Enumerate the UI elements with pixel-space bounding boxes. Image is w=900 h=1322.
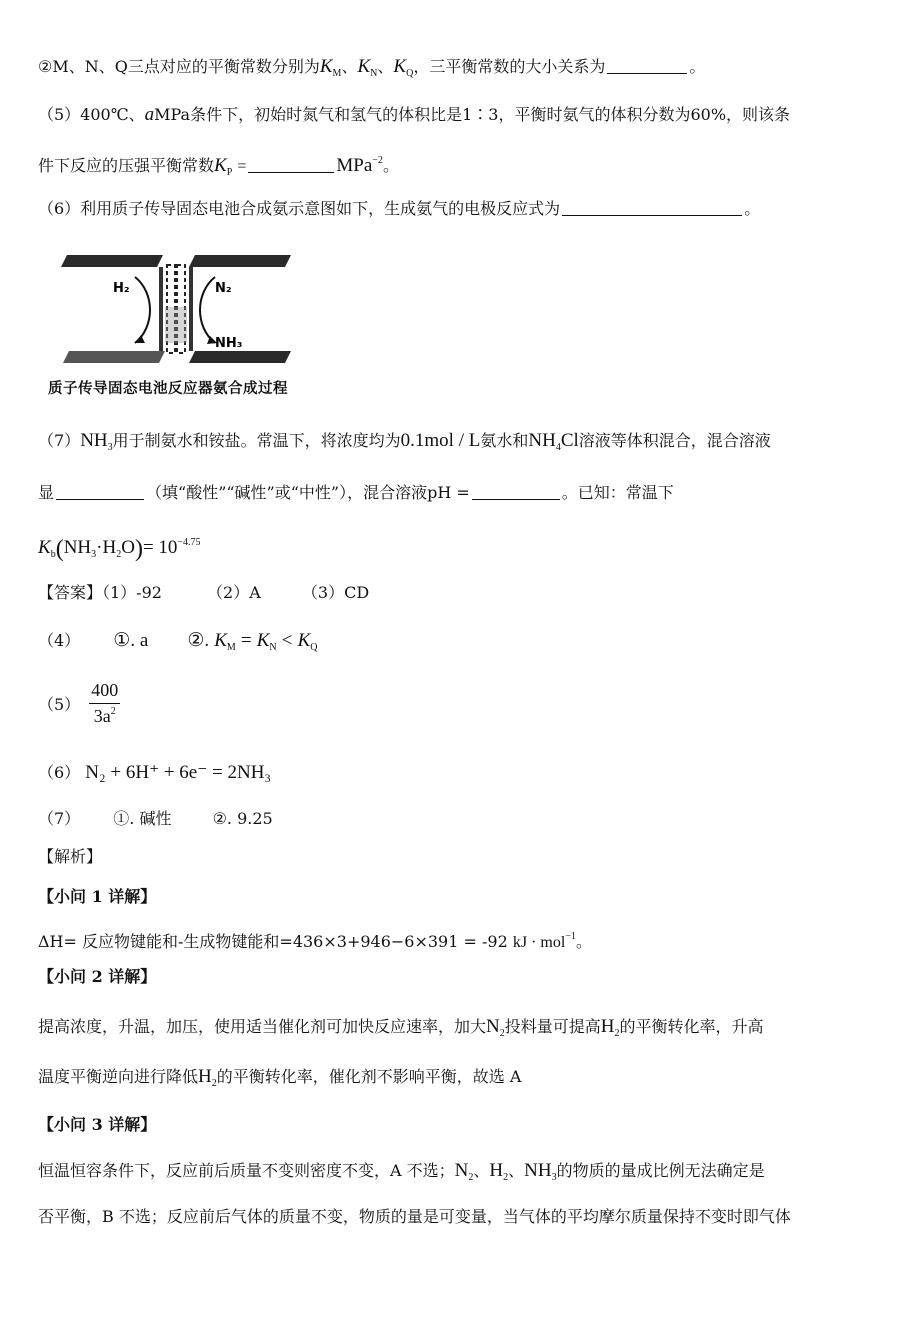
sub: 3 bbox=[91, 549, 97, 560]
sep: 、 bbox=[377, 57, 394, 76]
s2-text4: 温度平衡逆向进行降低 bbox=[38, 1067, 199, 1086]
answer-line6 bbox=[38, 762, 271, 784]
s3-text: 恒温恒容条件下，反应前后质量不变则密度不变，A 不选； bbox=[38, 1161, 455, 1180]
s3-line1 bbox=[38, 1160, 765, 1189]
q6-line bbox=[38, 198, 760, 220]
q7-text5: （填“酸性”“碱性”或“中性”），混合溶液pH = bbox=[146, 483, 470, 502]
kb-line bbox=[38, 532, 201, 566]
answer-5-label: （5） bbox=[38, 695, 81, 714]
kb-symbol: K bbox=[38, 537, 51, 558]
sub: 3 bbox=[551, 1172, 557, 1183]
sub: 2 bbox=[211, 1078, 217, 1089]
period: 。 bbox=[744, 199, 761, 218]
kn-symbol: K bbox=[357, 56, 371, 77]
s3-text2: 的物质的量成比例无法确定是 bbox=[556, 1161, 765, 1180]
q7-text6: 。已知：常温下 bbox=[561, 483, 674, 502]
sep: 、 bbox=[473, 1161, 490, 1180]
nh3-formula: NH bbox=[524, 1160, 552, 1181]
nh3-label: NH₃ bbox=[215, 336, 243, 351]
sep: 、 bbox=[341, 57, 358, 76]
numerator: 400 bbox=[89, 680, 120, 704]
q7-label: （7） bbox=[38, 431, 81, 450]
s3-line2: 否平衡，B 不选；反应前后气体的质量不变，物质的量是可变量，当气体的平均摩尔质量保持不变时即气体 bbox=[38, 1207, 791, 1226]
kq-sub: Q bbox=[406, 68, 414, 79]
sub: 2 bbox=[614, 1028, 620, 1039]
period: 。 bbox=[575, 932, 592, 951]
nh3-formula: NH bbox=[80, 430, 108, 451]
q4-text: ②M、N、Q三点对应的平衡常数分别为 bbox=[38, 57, 320, 76]
k-symbol: K bbox=[297, 630, 311, 651]
answer-3: （3）CD bbox=[301, 583, 370, 602]
sub: 2 bbox=[503, 1172, 509, 1183]
nh4cl-formula: NH bbox=[528, 430, 556, 451]
q5-text3: 件下反应的压强平衡常数 bbox=[38, 156, 215, 175]
sub: 2 bbox=[468, 1172, 474, 1183]
answer-6-expr: N₂ + 6H⁺ + 6e⁻ = 2NH₃ bbox=[85, 762, 272, 783]
q5-text: （5）400℃、 bbox=[38, 105, 145, 124]
q5-line2 bbox=[38, 150, 399, 184]
s2-text5: 的平衡转化率，催化剂不影响平衡，故选 A bbox=[216, 1067, 522, 1086]
q7-text3: 溶液等体积混合，混合溶液 bbox=[578, 431, 771, 450]
k-symbol: K bbox=[214, 630, 227, 651]
answer-line7 bbox=[38, 808, 273, 830]
n2-label: N₂ bbox=[215, 281, 232, 296]
km-symbol: K bbox=[319, 56, 333, 77]
period: 。 bbox=[382, 156, 399, 175]
sub: 2 bbox=[116, 549, 122, 560]
answer-line1 bbox=[38, 582, 369, 604]
den-exp: 2 bbox=[110, 706, 116, 717]
q5-line1 bbox=[38, 104, 790, 126]
s1-unit-exp: −1 bbox=[565, 931, 576, 942]
sep: 、 bbox=[508, 1161, 525, 1180]
n2-formula: N bbox=[454, 1160, 469, 1181]
paren-close: ) bbox=[134, 536, 143, 562]
a-variable: a bbox=[144, 104, 155, 125]
s1-head: 【小问 1 详解】 bbox=[38, 887, 157, 906]
h2-formula: H bbox=[600, 1016, 615, 1037]
s2-text2: 投料量可提高 bbox=[504, 1017, 601, 1036]
period: 。 bbox=[689, 57, 706, 76]
q7-line1 bbox=[38, 430, 771, 459]
q7-text2: 氨水和 bbox=[480, 431, 529, 450]
paren-open: ( bbox=[55, 536, 64, 562]
figure-caption: 质子传导固态电池反应器氨合成过程 bbox=[48, 381, 288, 397]
kb-expr: NH bbox=[63, 537, 92, 558]
k-symbol: K bbox=[256, 630, 270, 651]
answer-line4 bbox=[38, 630, 317, 659]
answer-4-1: ①. a bbox=[113, 630, 149, 651]
h2-formula: H bbox=[489, 1160, 504, 1181]
s3-head: 【小问 3 详解】 bbox=[38, 1115, 157, 1134]
h2-label: H₂ bbox=[113, 281, 130, 296]
answer-7-label: （7） bbox=[38, 809, 81, 828]
answer-line5 bbox=[38, 680, 120, 727]
h2-formula: H bbox=[198, 1066, 212, 1087]
s1-unit: kJ · mol bbox=[512, 934, 566, 951]
q7-text: 用于制氨水和铵盐。常温下，将浓度均为 bbox=[112, 431, 401, 450]
equals: = bbox=[237, 158, 247, 175]
s2-text3: 的平衡转化率，升高 bbox=[619, 1017, 764, 1036]
answer-4-label: （4） bbox=[38, 631, 81, 650]
s1-text bbox=[38, 926, 592, 954]
equals: = bbox=[240, 630, 252, 651]
q4-suffix: ，三平衡常数的大小关系为 bbox=[413, 57, 606, 76]
less-than: < bbox=[281, 630, 293, 651]
q4-line2 bbox=[38, 56, 705, 85]
concentration: 0.1mol / L bbox=[400, 430, 481, 451]
kb-value: = 10 bbox=[142, 537, 178, 558]
km-sub: M bbox=[332, 68, 342, 79]
answer-4-2: ②. bbox=[187, 630, 210, 651]
n2-formula: N bbox=[486, 1016, 500, 1037]
unit: MPa bbox=[336, 155, 373, 176]
answer-blank bbox=[562, 199, 742, 216]
sub: 4 bbox=[555, 442, 561, 453]
cl: Cl bbox=[560, 430, 579, 451]
kn-sub: N bbox=[370, 68, 378, 79]
sub: N bbox=[269, 642, 277, 653]
kb-sub: b bbox=[50, 549, 56, 560]
denominator bbox=[89, 704, 120, 727]
answer-6-label: （6） bbox=[38, 763, 81, 782]
s2-line2 bbox=[38, 1066, 521, 1095]
kb-exponent: −4.75 bbox=[177, 537, 201, 548]
q6-text: （6）利用质子传导固态电池合成氨示意图如下，生成氨气的电极反应式为 bbox=[38, 199, 561, 218]
q7-line2 bbox=[38, 482, 674, 504]
answer-2: （2）A bbox=[207, 583, 261, 602]
kb-expr2: ·H bbox=[96, 537, 117, 558]
answer-head: 【答案】（1）-92 bbox=[38, 583, 162, 602]
kb-expr3: O bbox=[121, 537, 135, 558]
den-text: 3a bbox=[93, 706, 111, 726]
q5-text2: MPa条件下，初始时氮气和氢气的体积比是1∶3，平衡时氨气的体积分数为60%，则该条 bbox=[154, 105, 791, 124]
q7-text4: 显 bbox=[38, 483, 55, 502]
fuel-cell-diagram bbox=[55, 247, 315, 395]
answer-7-2: ②. 9.25 bbox=[212, 809, 273, 828]
kp-symbol: K bbox=[214, 155, 227, 176]
sub: Q bbox=[310, 642, 318, 653]
analysis-head: 【解析】 bbox=[38, 847, 103, 866]
sub: M bbox=[226, 642, 236, 653]
s2-line1 bbox=[38, 1016, 764, 1045]
answer-7-1: ①. 碱性 bbox=[113, 809, 172, 828]
answer-blank bbox=[56, 483, 144, 500]
s2-text: 提高浓度，升温，加压，使用适当催化剂可加快反应速率，加大 bbox=[38, 1017, 487, 1036]
answer-blank bbox=[472, 483, 560, 500]
s1-body: ΔH= 反应物键能和-生成物键能和=436×3+946−6×391 = -92 bbox=[38, 932, 508, 951]
sub: 3 bbox=[107, 442, 113, 453]
sub: 2 bbox=[499, 1028, 505, 1039]
kp-sub: P bbox=[226, 167, 233, 178]
answer-blank bbox=[607, 57, 687, 74]
unit-exponent: −2 bbox=[372, 155, 383, 166]
answer-blank bbox=[248, 156, 334, 173]
s2-head: 【小问 2 详解】 bbox=[38, 967, 157, 986]
kq-symbol: K bbox=[393, 56, 407, 77]
fraction bbox=[89, 680, 120, 727]
